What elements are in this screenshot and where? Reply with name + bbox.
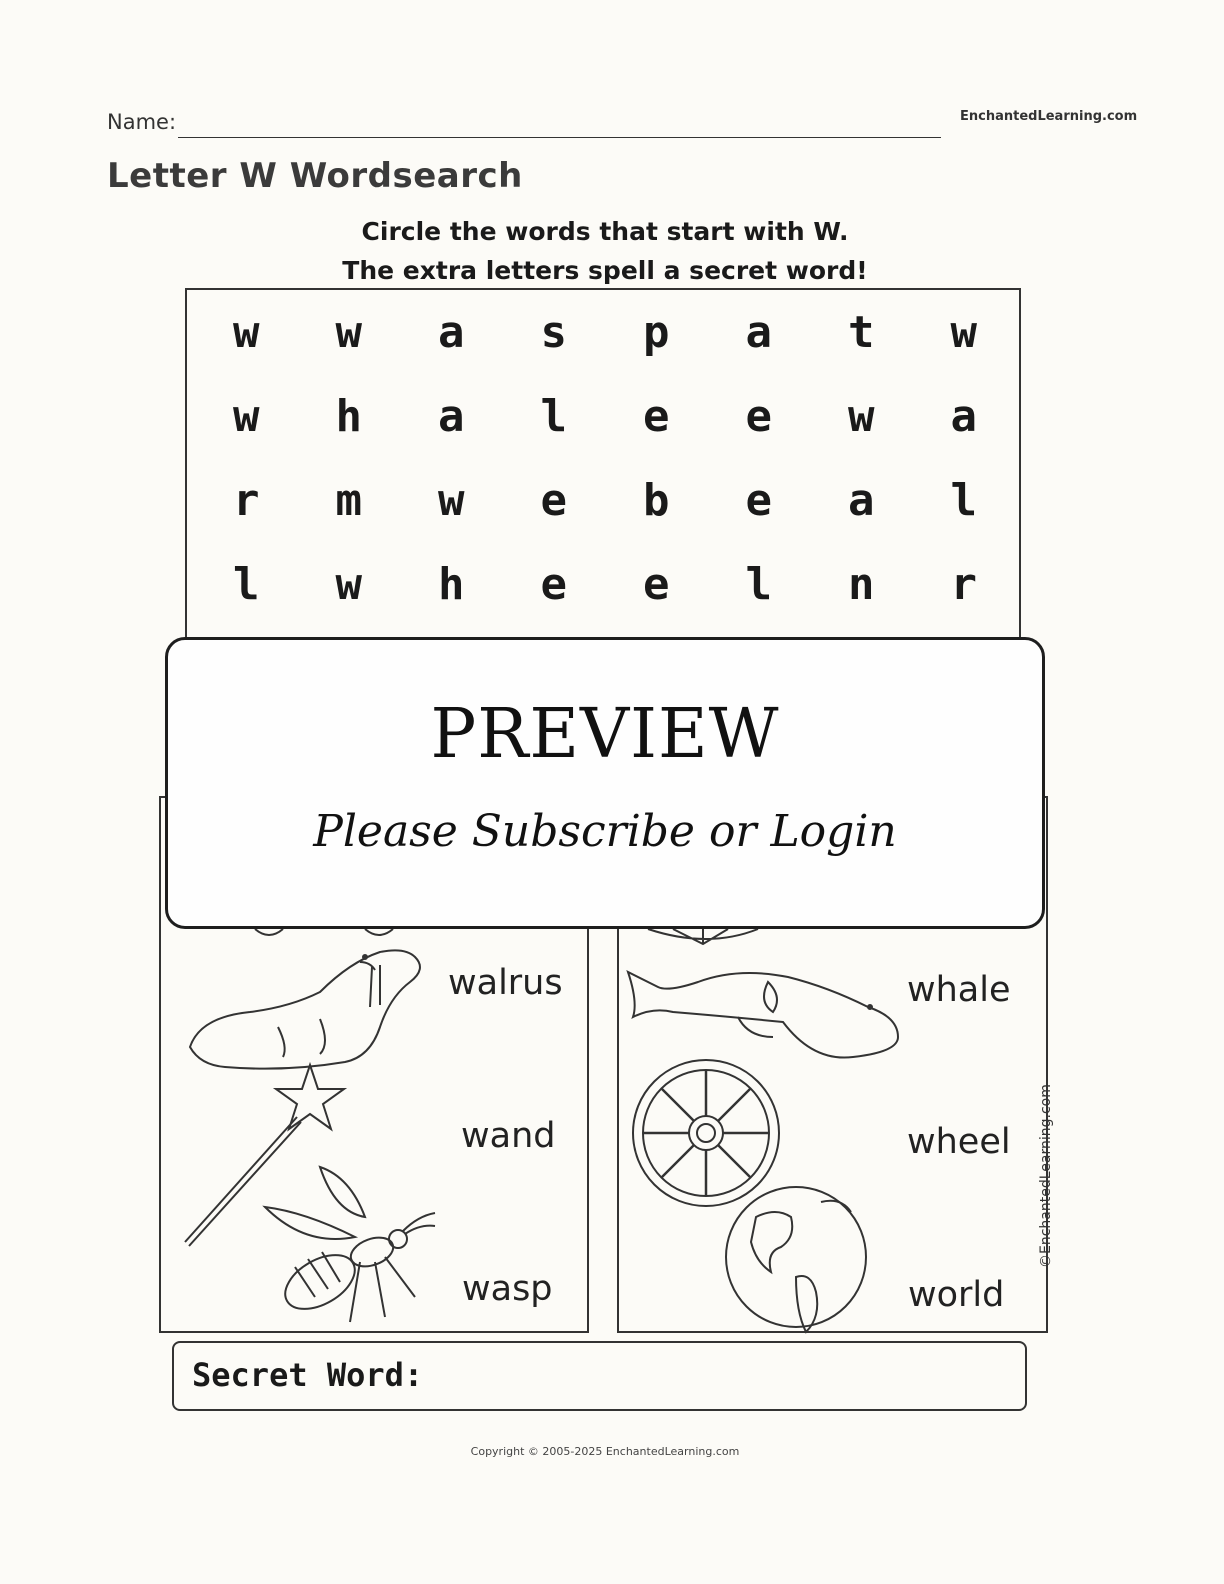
grid-letter[interactable]: e: [643, 558, 670, 610]
grid-letter[interactable]: l: [233, 558, 260, 610]
wasp-icon: [265, 1167, 435, 1322]
side-credit: [1036, 1078, 1056, 1270]
grid-letter[interactable]: e: [745, 474, 772, 526]
grid-letter[interactable]: e: [643, 390, 670, 442]
wordsearch-grid: [185, 288, 1021, 648]
grid-row: [195, 290, 1015, 374]
grid-letter[interactable]: a: [848, 474, 875, 526]
grid-letter[interactable]: a: [438, 306, 465, 358]
word-wheel: wheel: [907, 1122, 1011, 1162]
globe-icon: [726, 1187, 866, 1332]
grid-letter[interactable]: l: [950, 474, 977, 526]
grid-letter[interactable]: b: [643, 474, 670, 526]
grid-row: [195, 458, 1015, 542]
grid-letter[interactable]: a: [745, 306, 772, 358]
grid-row: [195, 542, 1015, 626]
grid-letter[interactable]: e: [745, 390, 772, 442]
side-credit-text: ©EnchantedLearning.com: [1038, 1084, 1054, 1268]
instruction-line-1: Circle the words that start with W.: [361, 217, 849, 246]
grid-letter[interactable]: s: [540, 306, 567, 358]
grid-letter[interactable]: a: [438, 390, 465, 442]
grid-letter[interactable]: w: [950, 306, 977, 358]
wheel-icon: [633, 1060, 779, 1206]
grid-letter[interactable]: t: [848, 306, 875, 358]
grid-row: [195, 374, 1015, 458]
site-logo: EnchantedLearning.com: [960, 109, 1138, 124]
grid-letter[interactable]: e: [540, 474, 567, 526]
grid-letter[interactable]: l: [745, 558, 772, 610]
grid-letter[interactable]: w: [233, 390, 260, 442]
wand-icon: [185, 1065, 344, 1246]
word-whale: whale: [907, 970, 1011, 1010]
grid-letter[interactable]: w: [335, 558, 362, 610]
grid-letter[interactable]: m: [335, 474, 362, 526]
instructions: [186, 212, 1024, 290]
word-wasp: wasp: [462, 1269, 553, 1309]
grid-letter[interactable]: p: [643, 306, 670, 358]
grid-letter[interactable]: h: [335, 390, 362, 442]
grid-letter[interactable]: n: [848, 558, 875, 610]
grid-letter[interactable]: a: [950, 390, 977, 442]
name-line: [178, 137, 941, 138]
word-walrus: walrus: [448, 963, 563, 1003]
grid-letter[interactable]: w: [438, 474, 465, 526]
instruction-line-2: The extra letters spell a secret word!: [342, 256, 868, 285]
word-wand: wand: [461, 1116, 556, 1156]
grid-letter[interactable]: w: [848, 390, 875, 442]
grid-letter[interactable]: r: [233, 474, 260, 526]
whale-icon: [628, 972, 898, 1058]
grid-letter[interactable]: h: [438, 558, 465, 610]
grid-letter[interactable]: l: [540, 390, 567, 442]
preview-subscribe-link[interactable]: Please Subscribe or Login: [313, 806, 897, 857]
copyright: Copyright © 2005-2025 EnchantedLearning.com: [470, 1445, 740, 1458]
preview-title: PREVIEW: [430, 695, 780, 774]
word-world: world: [908, 1275, 1005, 1315]
walrus-icon: [190, 950, 420, 1068]
name-label: Name:: [107, 110, 177, 134]
grid-letter[interactable]: e: [540, 558, 567, 610]
preview-overlay[interactable]: [165, 637, 1045, 929]
grid-letter[interactable]: w: [335, 306, 362, 358]
grid-letter[interactable]: r: [950, 558, 977, 610]
page-title: Letter W Wordsearch: [107, 156, 523, 196]
letter-grid: [195, 290, 1015, 626]
grid-letter[interactable]: w: [233, 306, 260, 358]
secret-word-label: Secret Word:: [192, 1356, 424, 1394]
